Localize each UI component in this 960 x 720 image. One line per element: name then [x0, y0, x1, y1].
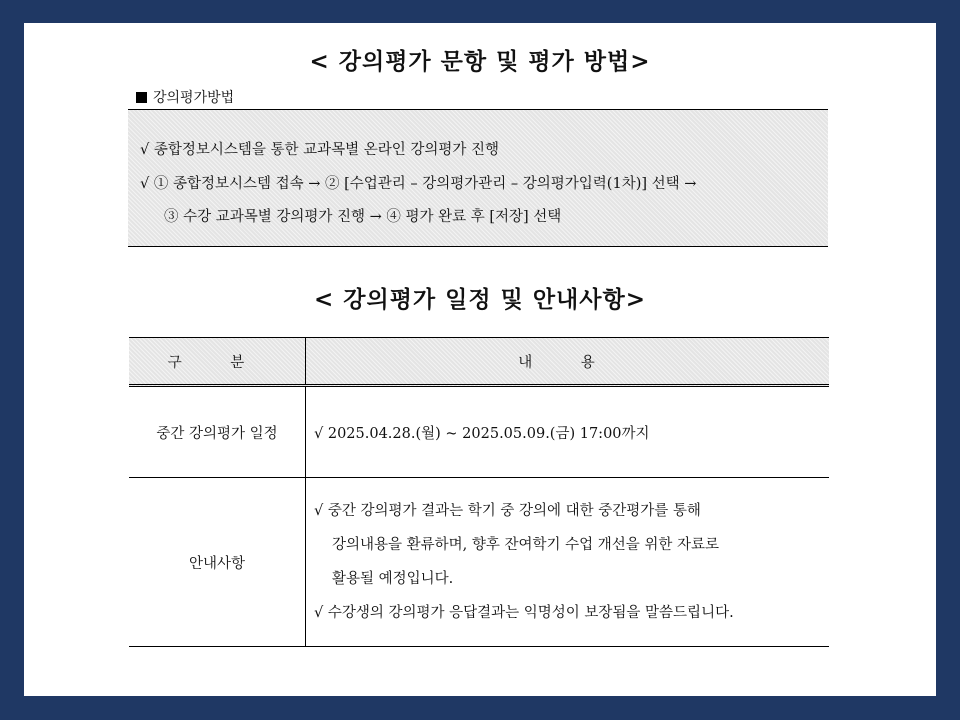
- method-label: [136, 89, 234, 107]
- notice-line: 활용될 예정입니다.: [332, 571, 454, 587]
- notice-line: √ 수강생의 강의평가 응답결과는 익명성이 보장됨을 말씀드립니다.: [314, 605, 734, 621]
- row-content-schedule: [306, 386, 830, 478]
- table-row: [129, 386, 829, 478]
- table-header-row: [129, 338, 829, 386]
- notice-line: 강의내용을 환류하며, 향후 잔여학기 수업 개선을 위한 자료로: [332, 537, 720, 553]
- method-line: √ ① 종합정보시스템 접속 → ② [수업관리 – 강의평가관리 – 강의평가입력(1차)] 선택 →: [140, 176, 697, 192]
- schedule-table: [129, 337, 829, 647]
- method-line: ③ 수강 교과목별 강의평가 진행 → ④ 평가 완료 후 [저장] 선택: [164, 209, 562, 225]
- row-label-schedule: 중간 강의평가 일정: [129, 386, 306, 478]
- square-bullet-icon: [136, 92, 147, 103]
- table-row: [129, 478, 829, 647]
- schedule-text: √ 2025.04.28.(월) ~ 2025.05.09.(금) 17:00까지: [314, 425, 650, 442]
- method-line: √ 종합정보시스템을 통한 교과목별 온라인 강의평가 진행: [140, 142, 500, 158]
- header-content: 내 용: [306, 338, 830, 386]
- notice-line: √ 중간 강의평가 결과는 학기 중 강의에 대한 중간평가를 통해: [314, 503, 701, 519]
- method-section-title: < 강의평가 문항 및 평가 방법>: [309, 48, 651, 75]
- row-content-notice: [306, 478, 830, 647]
- method-box: [128, 109, 828, 247]
- header-category: 구 분: [129, 338, 306, 386]
- schedule-section-title: < 강의평가 일정 및 안내사항>: [314, 286, 646, 313]
- row-label-notice: 안내사항: [129, 478, 306, 647]
- method-label-text: 강의평가방법: [153, 90, 235, 106]
- content-panel: [24, 23, 936, 696]
